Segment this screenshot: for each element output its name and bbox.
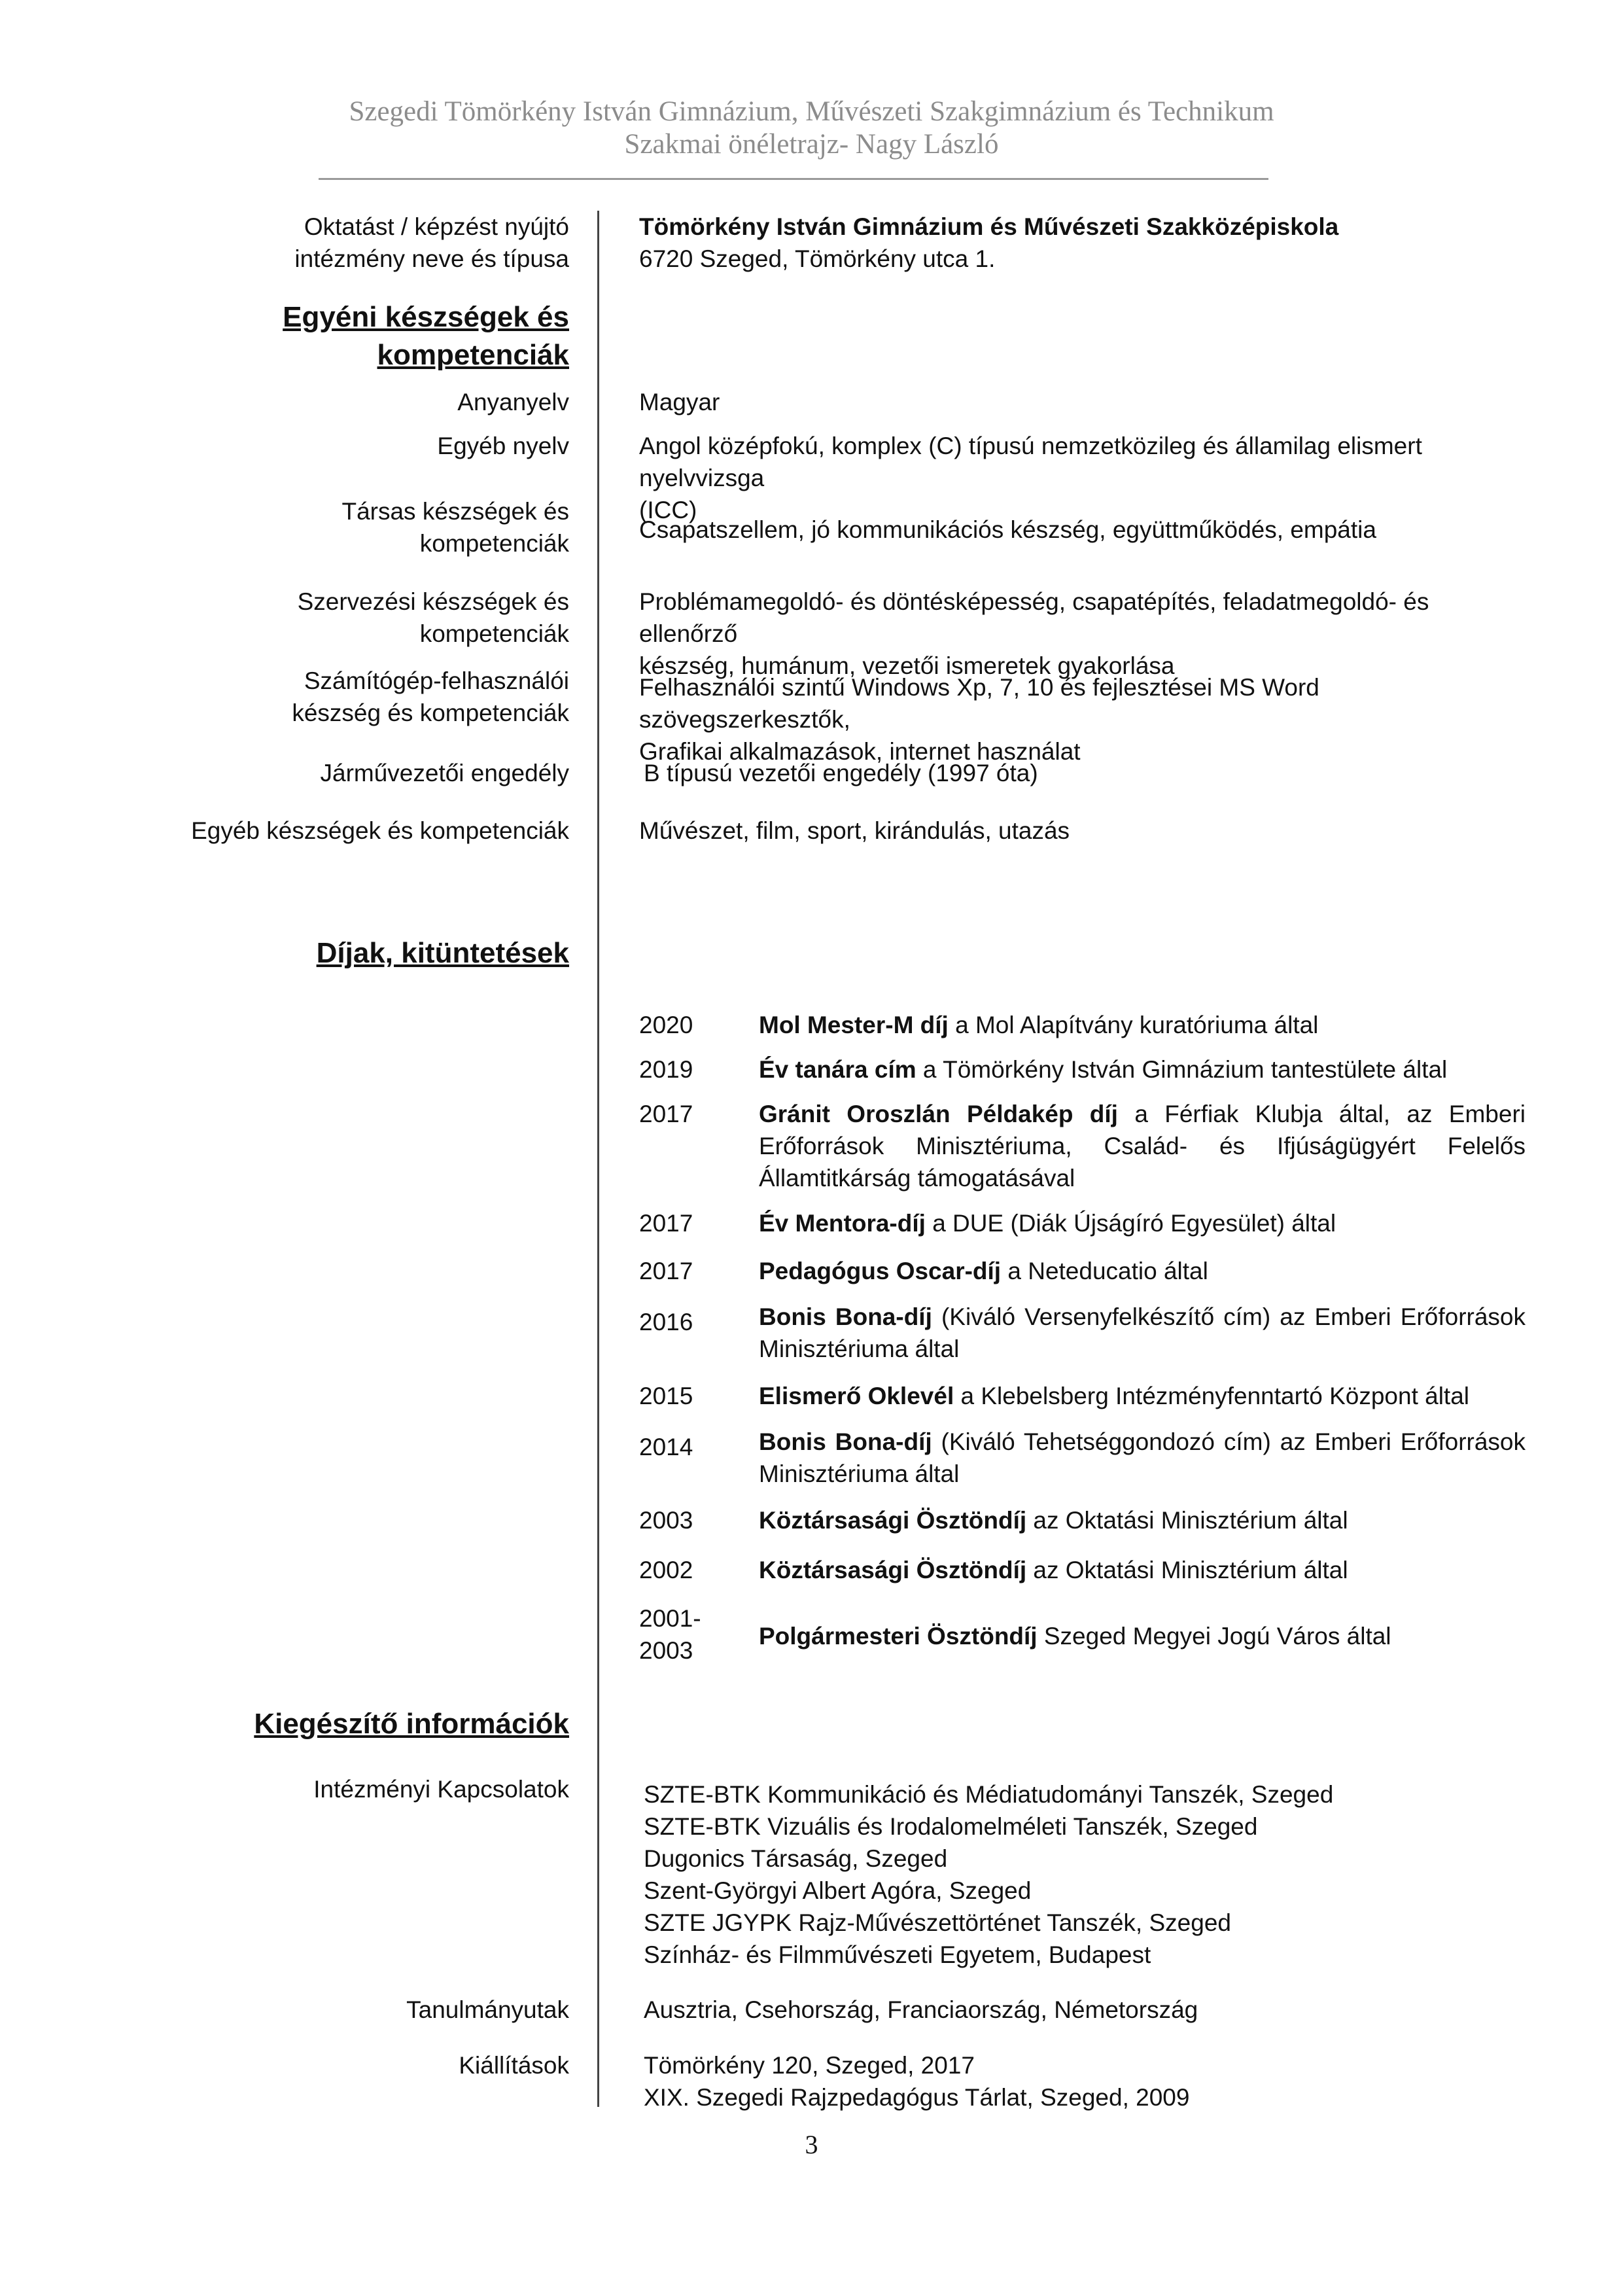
skill-value-social: Csapatszellem, jó kommunikációs készség, együttműködés, empátia [639, 516, 1376, 543]
award-year-line: 2003 [639, 1637, 693, 1664]
relation-item: Dugonics Társaság, Szeged [644, 1845, 948, 1872]
award-title: Év Mentora-díj [759, 1210, 926, 1237]
award-year: 2014 [639, 1434, 693, 1460]
skills-heading-line: kompetenciák [377, 339, 569, 371]
award-year: 2017 [639, 1101, 693, 1127]
study-trips-label: Tanulmányutak [406, 1996, 569, 2023]
institution-label-line: Oktatást / képzést nyújtó [304, 213, 569, 240]
award-text [759, 1620, 1526, 1652]
additional-info-heading: Kiegészítő információk [254, 1708, 569, 1740]
skill-label-organizational [183, 586, 569, 650]
award-detail: a Klebelsberg Intézményfenntartó Központ által [954, 1383, 1470, 1409]
skill-value-line: Problémamegoldó- és döntésképesség, csapatépítés, feladatmegoldó- és ellenőrző [639, 588, 1429, 647]
study-trips-value: Ausztria, Csehország, Franciaország, Németország [644, 1996, 1198, 2023]
award-year: 2019 [639, 1056, 693, 1083]
skill-value-line: Angol középfokú, komplex (C) típusú nemzetközileg és államilag elismert nyelvvizsga [639, 433, 1422, 491]
award-detail: (Kiváló Tehetséggondozó cím) az Emberi Erőforrások Minisztériuma által [759, 1428, 1526, 1487]
award-text [759, 1098, 1526, 1194]
award-text [759, 1380, 1526, 1412]
header-divider [319, 178, 1268, 180]
award-text [759, 1207, 1526, 1239]
awards-heading: Díjak, kitüntetések [316, 937, 569, 969]
award-title: Mol Mester-M díj [759, 1012, 949, 1038]
award-title: Elismerő Oklevél [759, 1383, 954, 1409]
award-detail: a Mol Alapítvány kuratóriuma által [948, 1012, 1319, 1038]
award-year: 2002 [639, 1557, 693, 1583]
skill-value-line: Felhasználói szintű Windows Xp, 7, 10 és fejlesztései MS Word szövegszerkesztők, [639, 674, 1319, 733]
award-title: Köztársasági Ösztöndíj [759, 1507, 1027, 1534]
skill-value-organizational [639, 586, 1519, 682]
award-year [639, 1602, 731, 1667]
institution-value [639, 211, 1519, 275]
exhibitions-label: Kiállítások [459, 2052, 569, 2079]
skill-value-other: Művészet, film, sport, kirándulás, utazás [639, 817, 1070, 844]
exhibition-item: Tömörkény 120, Szeged, 2017 [644, 2052, 975, 2079]
skill-value-computer [639, 671, 1519, 768]
skill-label-line: Számítógép-felhasználói [304, 667, 569, 694]
award-year-line: 2001- [639, 1605, 701, 1632]
relations-label: Intézményi Kapcsolatok [313, 1776, 569, 1803]
award-text [759, 1554, 1526, 1586]
page-header [0, 96, 1623, 161]
award-title: Bonis Bona-díj [759, 1428, 932, 1455]
award-detail: az Oktatási Minisztérium által [1026, 1557, 1348, 1583]
award-year: 2016 [639, 1309, 693, 1335]
award-detail: Szeged Megyei Jogú Város által [1037, 1623, 1391, 1650]
skill-label-line: készség és kompetenciák [292, 699, 569, 726]
skill-label-computer [183, 665, 569, 729]
exhibitions-list [644, 2049, 1524, 2113]
skill-value-driving: B típusú vezetői engedély (1997 óta) [644, 760, 1038, 786]
award-detail: a DUE (Diák Újságíró Egyesület) által [925, 1210, 1336, 1237]
skill-value-mother-tongue: Magyar [639, 389, 720, 415]
award-year: 2015 [639, 1383, 693, 1409]
institution-label-line: intézmény neve és típusa [294, 245, 569, 272]
award-year: 2020 [639, 1012, 693, 1038]
award-detail: a Tömörkény István Gimnázium tantestülete által [916, 1056, 1448, 1083]
page-number: 3 [805, 2130, 818, 2159]
skill-value-line: Grafikai alkalmazások, internet használat [639, 738, 1081, 765]
header-document-title: Szakmai önéletrajz- Nagy László [624, 129, 999, 160]
skill-label-other: Egyéb készségek és kompetenciák [191, 817, 569, 844]
award-text [759, 1504, 1526, 1536]
header-school-name: Szegedi Tömörkény István Gimnázium, Művészeti Szakgimnázium és Technikum [349, 96, 1274, 127]
column-divider [597, 211, 599, 2107]
award-text [759, 1009, 1526, 1041]
award-title: Köztársasági Ösztöndíj [759, 1557, 1027, 1583]
skill-label-other-language: Egyéb nyelv [437, 433, 569, 459]
institution-address: 6720 Szeged, Tömörkény utca 1. [639, 245, 996, 272]
award-detail: az Oktatási Minisztérium által [1026, 1507, 1348, 1534]
award-text [759, 1301, 1526, 1365]
award-text [759, 1255, 1526, 1287]
exhibition-item: XIX. Szegedi Rajzpedagógus Tárlat, Szeged, 2009 [644, 2084, 1190, 2111]
award-title: Év tanára cím [759, 1056, 916, 1083]
skill-label-driving: Járművezetői engedély [320, 760, 569, 786]
award-title: Polgármesteri Ösztöndíj [759, 1623, 1038, 1650]
skill-value-line: (ICC) [639, 497, 697, 523]
skills-heading-line: Egyéni készségek és [283, 301, 569, 333]
skill-value-other-language [639, 430, 1519, 526]
award-detail: a Férfiak Klubja által, az Emberi Erőforrások Minisztériuma, Család- és Ifjúságügyért Felelős Államtitkárság támogatásával [759, 1101, 1526, 1192]
skill-label-line: Társas készségek és [341, 498, 569, 525]
skill-label-line: kompetenciák [419, 530, 569, 557]
institution-name: Tömörkény István Gimnázium és Művészeti Szakközépiskola [639, 213, 1339, 240]
award-detail: (Kiváló Versenyfelkészítő cím) az Emberi Erőforrások Minisztériuma által [759, 1303, 1526, 1362]
skill-value-line: készség, humánum, vezetői ismeretek gyakorlása [639, 652, 1175, 679]
skill-label-social [183, 495, 569, 559]
award-text [759, 1053, 1526, 1086]
relation-item: SZTE JGYPK Rajz-Művészettörténet Tanszék, Szeged [644, 1909, 1231, 1936]
award-title: Pedagógus Oscar-díj [759, 1258, 1002, 1284]
skill-label-line: kompetenciák [419, 620, 569, 647]
award-detail: a Neteducatio által [1001, 1258, 1208, 1284]
award-title: Bonis Bona-díj [759, 1303, 932, 1330]
award-text [759, 1426, 1526, 1490]
skills-heading [183, 298, 569, 374]
relation-item: SZTE-BTK Kommunikáció és Médiatudományi Tanszék, Szeged [644, 1781, 1334, 1808]
relation-item: Színház- és Filmművészeti Egyetem, Budapest [644, 1941, 1151, 1968]
award-year: 2017 [639, 1210, 693, 1237]
award-title: Gránit Oroszlán Példakép díj [759, 1101, 1118, 1127]
relation-item: SZTE-BTK Vizuális és Irodalomelméleti Tanszék, Szeged [644, 1813, 1258, 1840]
relation-item: Szent-Györgyi Albert Agóra, Szeged [644, 1877, 1032, 1904]
award-year: 2017 [639, 1258, 693, 1284]
relations-list [644, 1778, 1524, 1971]
institution-label [183, 211, 569, 275]
skill-label-line: Szervezési készségek és [297, 588, 569, 615]
award-year: 2003 [639, 1507, 693, 1534]
skill-label-mother-tongue: Anyanyelv [457, 389, 569, 415]
